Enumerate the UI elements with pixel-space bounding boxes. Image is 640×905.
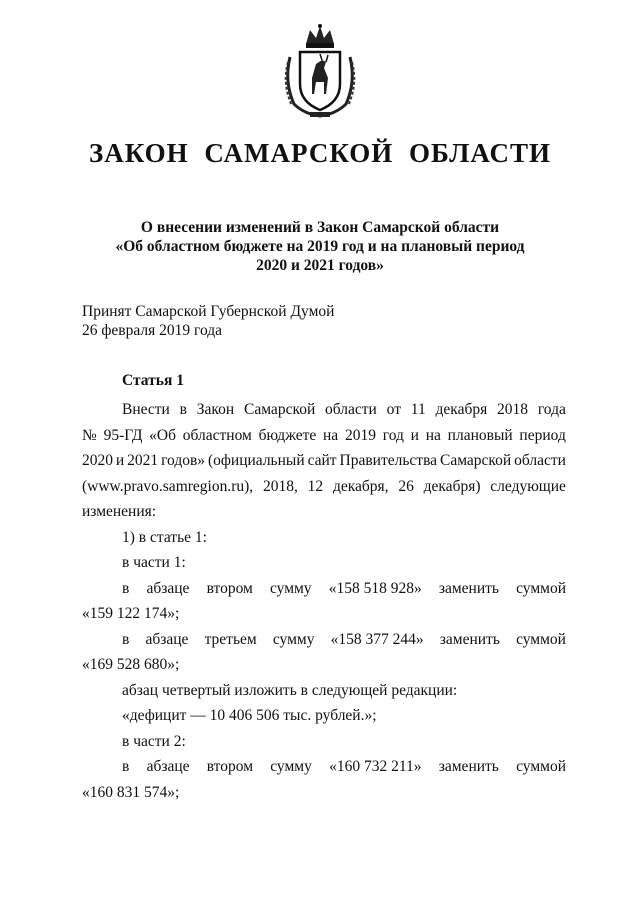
amendment-text: «дефицит — 10 406 506 тыс. рублей.»;: [122, 707, 377, 724]
paragraph-line: [82, 448, 566, 474]
paragraph-line: изменения:: [82, 503, 157, 520]
word: 2018: [497, 401, 529, 418]
word: 2018,: [262, 477, 298, 495]
word: «158 377 244»: [330, 630, 424, 648]
subtitle-line: О внесении изменений в Закон Самарской области: [140, 219, 500, 236]
amendment-line: [82, 627, 566, 653]
article-heading: Статья 1: [122, 372, 184, 389]
amendment-line: абзац четвертый изложить в следующей редакции:: [122, 681, 458, 699]
word: области: [325, 401, 377, 418]
word: плановый: [447, 426, 513, 444]
word: «Об: [149, 426, 177, 444]
word: суммой: [516, 630, 566, 648]
word: сумму: [269, 579, 312, 597]
law-title: ЗАКОН САМАРСКОЙ ОБЛАСТИ: [89, 138, 551, 168]
word: и: [410, 426, 419, 444]
word: в: [179, 401, 187, 418]
word: декабря: [435, 401, 488, 418]
word: абзаце: [146, 579, 190, 597]
amendment-value: «169 528 680»;: [82, 656, 180, 673]
word: втором: [206, 579, 253, 597]
word: Правительства: [339, 452, 438, 469]
word: 2020: [82, 452, 113, 469]
word: сумму: [272, 630, 315, 648]
word: года: [537, 401, 566, 418]
part-heading: в части 2:: [122, 732, 186, 750]
word: 26: [398, 477, 414, 495]
paragraph-line: [82, 423, 566, 449]
amendment-value: «160 831 574»;: [82, 783, 180, 801]
paragraph-line: [82, 474, 566, 500]
word: областном: [182, 426, 252, 444]
word: на: [425, 426, 441, 444]
word: абзаце: [146, 758, 190, 775]
word: 11: [410, 401, 426, 418]
part-heading: в части 1:: [122, 554, 186, 571]
adoption-date: 26 февраля 2019 года: [82, 322, 223, 339]
paragraph-line: [82, 397, 566, 423]
word: Закон: [196, 401, 235, 418]
word: области: [514, 452, 566, 469]
amendment-value: «159 122 174»;: [82, 605, 180, 622]
word: втором: [206, 758, 254, 775]
word: 12: [307, 477, 324, 495]
samara-oblast-coat-of-arms-icon: [280, 22, 360, 120]
word: заменить: [438, 758, 499, 775]
amendment-line: [82, 754, 566, 780]
word: №: [82, 426, 97, 444]
word: суммой: [516, 758, 566, 775]
word: в: [122, 758, 130, 775]
word: год: [382, 426, 404, 444]
word: Самарской: [244, 401, 316, 418]
word: и: [115, 452, 125, 469]
adoption-body: Принят Самарской Губернской Думой: [82, 303, 335, 320]
word: сумму: [270, 758, 312, 775]
word: Внести: [122, 401, 170, 418]
word: период: [519, 426, 566, 444]
article-body: [82, 397, 566, 805]
word: абзаце: [145, 630, 189, 648]
word: заменить: [439, 630, 500, 648]
item-heading: 1) в статье 1:: [122, 528, 207, 546]
subtitle-line: «Об областном бюджете на 2019 год и на плановый период: [115, 238, 525, 255]
amendment-line: [82, 576, 566, 602]
word: Самарской: [439, 452, 512, 469]
word: (официальный: [207, 452, 305, 469]
word: на: [323, 426, 339, 444]
word: «160 732 211»: [329, 758, 422, 775]
subtitle-line: 2020 и 2021 годов»: [256, 257, 384, 274]
word: 2019: [344, 426, 376, 444]
word: в: [122, 579, 130, 597]
word: 95-ГД: [103, 426, 143, 444]
word: декабря): [423, 477, 481, 495]
word: годов»: [161, 452, 206, 469]
word: следующие: [490, 477, 566, 495]
word: бюджете: [258, 426, 317, 444]
law-subtitle: [90, 218, 550, 275]
word: «158 518 928»: [328, 579, 422, 597]
word: заменить: [438, 579, 499, 597]
word: декабря,: [332, 477, 389, 495]
word: от: [386, 401, 401, 418]
word: 2021: [127, 452, 159, 469]
word: (www.pravo.samregion.ru),: [82, 477, 254, 495]
word: в: [122, 630, 130, 648]
word: суммой: [516, 579, 566, 597]
adoption-note: [82, 302, 334, 340]
word: сайт: [307, 452, 337, 469]
word: третьем: [204, 630, 257, 648]
